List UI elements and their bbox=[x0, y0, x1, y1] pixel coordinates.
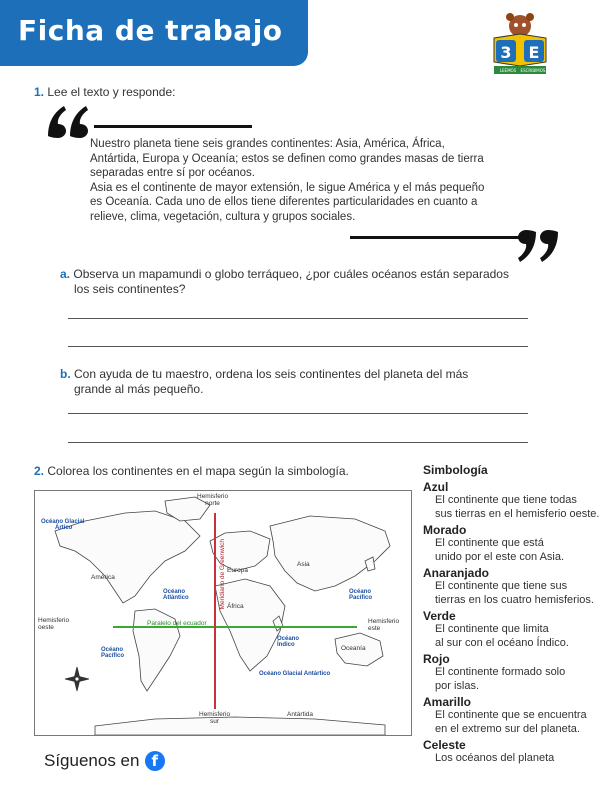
question-1b-line: grande al más pequeño. bbox=[74, 382, 204, 396]
label-greenwich: Meridiano de Greenwich bbox=[219, 539, 226, 610]
legend-item-morado: Morado El continente que está unido por el este con Asia. bbox=[423, 523, 565, 563]
facebook-icon[interactable]: f bbox=[145, 751, 165, 771]
label-ecuador: Paralelo del ecuador bbox=[147, 620, 207, 627]
legend-item-verde: Verde El continente que limita al sur con el océano Índico. bbox=[423, 609, 569, 649]
footer-text: Síguenos en bbox=[44, 751, 140, 770]
answer-line[interactable] bbox=[68, 413, 528, 414]
label-hemisferio-este: Hemisferio este bbox=[368, 618, 400, 632]
answer-line[interactable] bbox=[68, 346, 528, 347]
legend-item-anaranjado: Anaranjado El continente que tiene sus tierras en los cuatro hemisferios. bbox=[423, 566, 594, 606]
label-oceano-atlantico: Océano Atlántico bbox=[163, 589, 189, 601]
reading-text bbox=[90, 137, 530, 225]
legend-item-celeste: Celeste Los océanos del planeta bbox=[423, 738, 555, 764]
question-1a bbox=[60, 267, 540, 297]
label-hemisferio-norte: Hemisferio norte bbox=[197, 493, 229, 507]
label-oceano-pacifico-este: Océano Pacífico bbox=[349, 589, 373, 601]
legend-title: Simbología bbox=[423, 463, 488, 477]
footer-social bbox=[44, 748, 165, 774]
logo-subtext-1: LEEMOS bbox=[499, 68, 517, 73]
label-oceano-indico: Océano Índico bbox=[277, 636, 300, 648]
label-hemisferio-sur: Hemisferio sur bbox=[199, 711, 231, 725]
label-hemisferio-oeste: Hemisferio oeste bbox=[38, 617, 70, 631]
question-1-text: Lee el texto y responde: bbox=[47, 85, 176, 99]
legend-item-azul: Azul El continente que tiene todas sus tierras en el hemisferio oeste. bbox=[423, 480, 600, 520]
open-quote-icon bbox=[44, 100, 254, 140]
reading-line: Asia es el continente de mayor extensión, le sigue América y el más pequeño bbox=[90, 181, 485, 194]
question-1b bbox=[60, 367, 540, 397]
brand-logo bbox=[480, 8, 560, 78]
label-africa: África bbox=[227, 603, 244, 610]
reading-line: separadas entre sí por océanos. bbox=[90, 167, 255, 180]
world-map bbox=[34, 490, 412, 736]
question-2-number: 2. bbox=[34, 464, 45, 478]
legend bbox=[423, 463, 603, 766]
label-oceano-artico: Océano Glacial Ártico bbox=[41, 519, 85, 531]
question-1b-letter: b. bbox=[60, 367, 71, 381]
antarctica-shape bbox=[95, 717, 385, 735]
label-oceano-pacifico-oeste: Océano Pacífico bbox=[101, 647, 125, 659]
question-1a-line: Observa un mapamundi o globo terráqueo, ¿por cuáles océanos están separados bbox=[73, 267, 509, 281]
compass-rose-icon bbox=[65, 667, 89, 691]
legend-item-amarillo: Amarillo El continente que se encuentra en el extremo sur del planeta. bbox=[423, 695, 587, 735]
answer-line[interactable] bbox=[68, 442, 528, 443]
close-quote-icon bbox=[348, 228, 563, 268]
question-1b-line: Con ayuda de tu maestro, ordena los seis continentes del planeta del más bbox=[74, 367, 469, 381]
logo-letter-e: E bbox=[528, 43, 540, 62]
legend-item-rojo: Rojo El continente formado solo por islas. bbox=[423, 652, 566, 692]
question-1-number: 1. bbox=[34, 85, 45, 99]
question-1a-letter: a. bbox=[60, 267, 71, 281]
page-title: Ficha de trabajo bbox=[18, 14, 283, 47]
reading-line: es Oceanía. Cada uno de ellos tiene diferentes particularidades en cuanto a bbox=[90, 196, 478, 209]
question-1-instruction bbox=[34, 85, 175, 100]
label-asia: Asia bbox=[297, 561, 310, 568]
reading-line: relieve, clima, vegetación, cultura y grupos sociales. bbox=[90, 210, 356, 223]
label-antartida: Antártida bbox=[287, 711, 314, 718]
question-2-text: Colorea los continentes en el mapa según la simbología. bbox=[47, 464, 349, 478]
logo-letter-3: 3 bbox=[500, 43, 512, 62]
question-1a-line: los seis continentes? bbox=[74, 282, 186, 296]
label-oceano-antartico: Océano Glacial Antártico bbox=[259, 671, 331, 677]
asia-shape bbox=[270, 516, 390, 591]
label-america: América bbox=[91, 574, 115, 581]
answer-line[interactable] bbox=[68, 318, 528, 319]
label-europa: Europa bbox=[227, 567, 248, 574]
reading-line: Nuestro planeta tiene seis grandes continentes: Asia, América, África, bbox=[90, 138, 445, 150]
question-2-instruction bbox=[34, 464, 349, 479]
logo-subtext-2: ESCRIBIMOS bbox=[520, 68, 546, 73]
reading-line: Antártida, Europa y Oceanía; estos se definen como grandes masas de tierra bbox=[90, 152, 484, 165]
header-banner bbox=[0, 0, 308, 66]
label-oceania: Oceanía bbox=[341, 645, 366, 652]
